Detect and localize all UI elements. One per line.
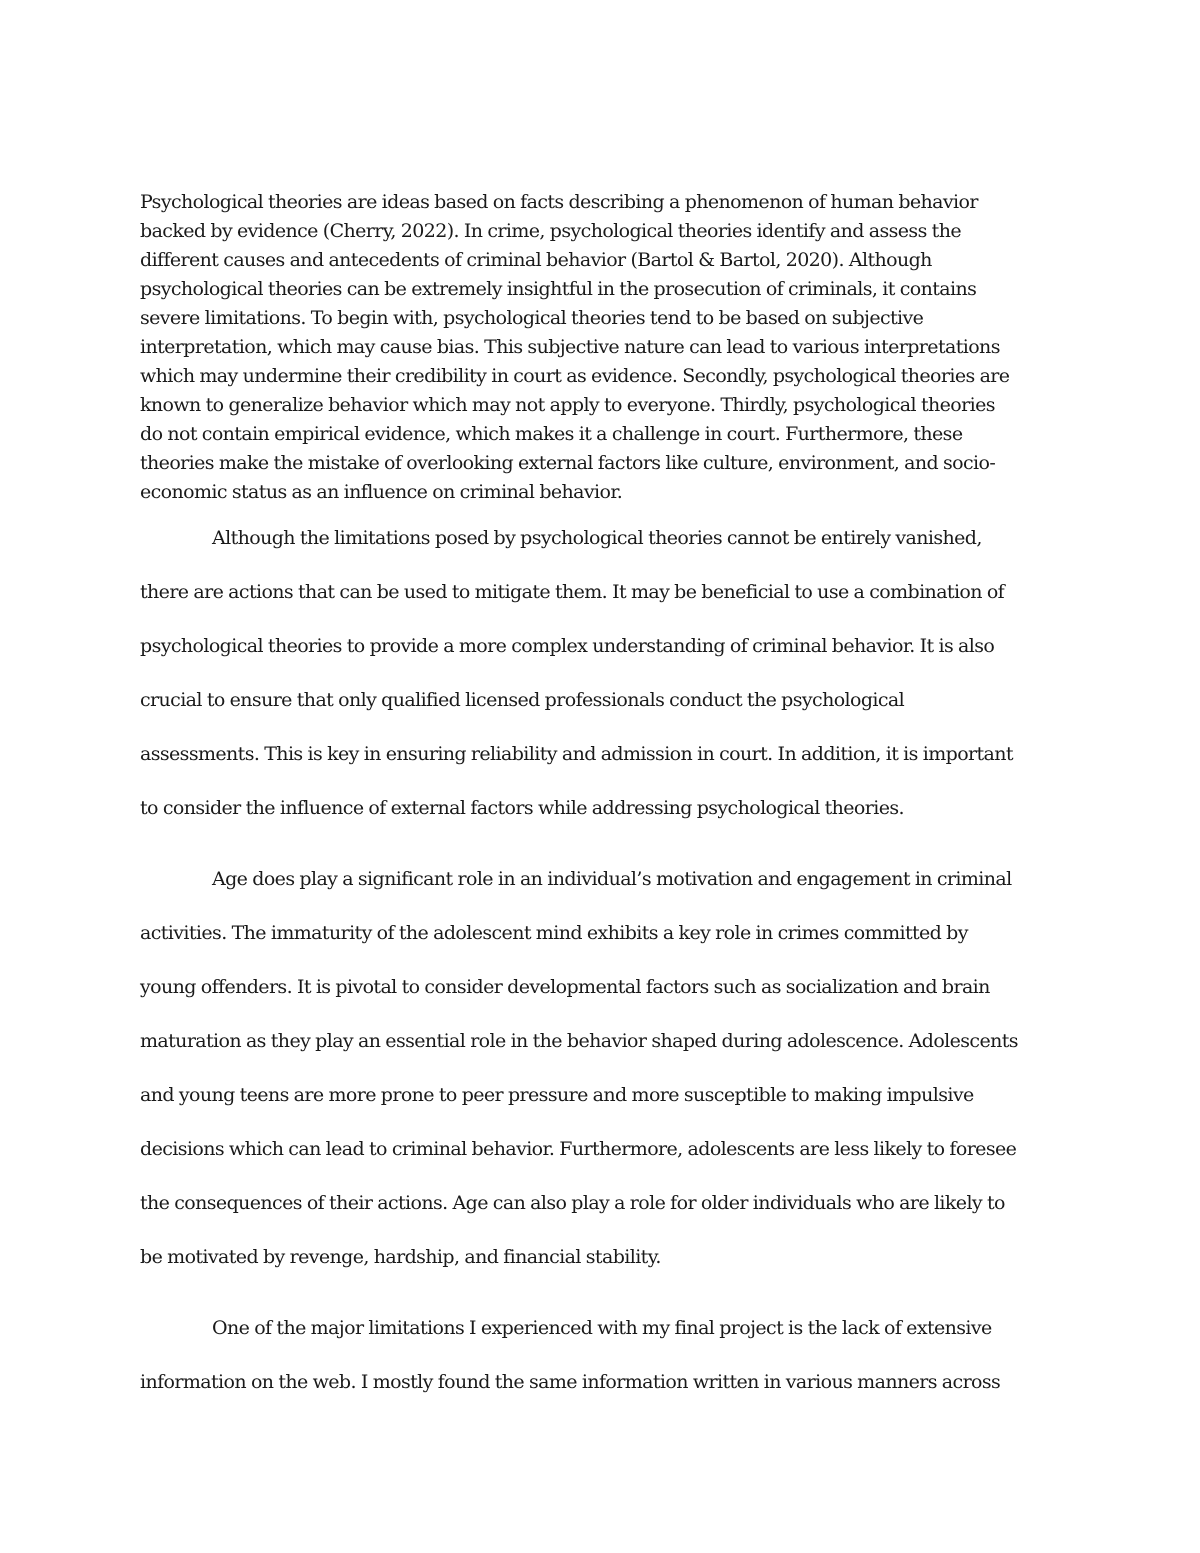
paragraph-line: psychological theories can be extremely insightful in the prosecution of criminals, it contains [140, 278, 977, 300]
paragraph-line: interpretation, which may cause bias. This subjective nature can lead to various interpretations [140, 336, 1000, 358]
paragraph-line: there are actions that can be used to mitigate them. It may be beneficial to use a combination of [140, 581, 1005, 603]
paragraph-line: psychological theories to provide a more complex understanding of criminal behavior. It is also [140, 635, 995, 657]
paragraph-line: crucial to ensure that only qualified licensed professionals conduct the psychological [140, 689, 905, 711]
paragraph-line: different causes and antecedents of criminal behavior (Bartol & Bartol, 2020). Although [140, 249, 932, 271]
paragraph-line: Although the limitations posed by psychological theories cannot be entirely vanished, [212, 527, 982, 549]
paragraph-line: severe limitations. To begin with, psychological theories tend to be based on subjective [140, 307, 924, 329]
paragraph-line: theories make the mistake of overlooking external factors like culture, environment, and socio- [140, 452, 996, 474]
paragraph-line: which may undermine their credibility in court as evidence. Secondly, psychological theories are [140, 365, 1010, 387]
paragraph-line: decisions which can lead to criminal behavior. Furthermore, adolescents are less likely to foresee [140, 1138, 1017, 1160]
paragraph-line: and young teens are more prone to peer pressure and more susceptible to making impulsive [140, 1084, 974, 1106]
paragraph-line: the consequences of their actions. Age can also play a role for older individuals who are likely to [140, 1192, 1005, 1214]
paragraph-line: assessments. This is key in ensuring reliability and admission in court. In addition, it is important [140, 743, 1013, 765]
paragraph-line: economic status as an influence on criminal behavior. [140, 481, 623, 503]
paragraph-line: to consider the influence of external factors while addressing psychological theories. [140, 797, 904, 819]
paragraph-line: do not contain empirical evidence, which makes it a challenge in court. Furthermore, these [140, 423, 963, 445]
paragraph-line: Psychological theories are ideas based on facts describing a phenomenon of human behavior [140, 191, 978, 213]
paragraph-line: Age does play a significant role in an individual’s motivation and engagement in criminal [212, 868, 1012, 890]
paragraph-line: backed by evidence (Cherry, 2022). In crime, psychological theories identify and assess the [140, 220, 961, 242]
paragraph-line: known to generalize behavior which may not apply to everyone. Thirdly, psychological theories [140, 394, 995, 416]
paragraph-line: activities. The immaturity of the adolescent mind exhibits a key role in crimes committed by [140, 922, 968, 944]
paragraph-line: young offenders. It is pivotal to consider developmental factors such as socialization and brain [140, 976, 990, 998]
paragraph-line: information on the web. I mostly found the same information written in various manners across [140, 1371, 1001, 1393]
paragraph-line: be motivated by revenge, hardship, and financial stability. [140, 1246, 661, 1268]
paragraph-line: maturation as they play an essential role in the behavior shaped during adolescence. Adolescents [140, 1030, 1018, 1052]
paragraph-line: One of the major limitations I experienced with my final project is the lack of extensive [212, 1317, 992, 1339]
